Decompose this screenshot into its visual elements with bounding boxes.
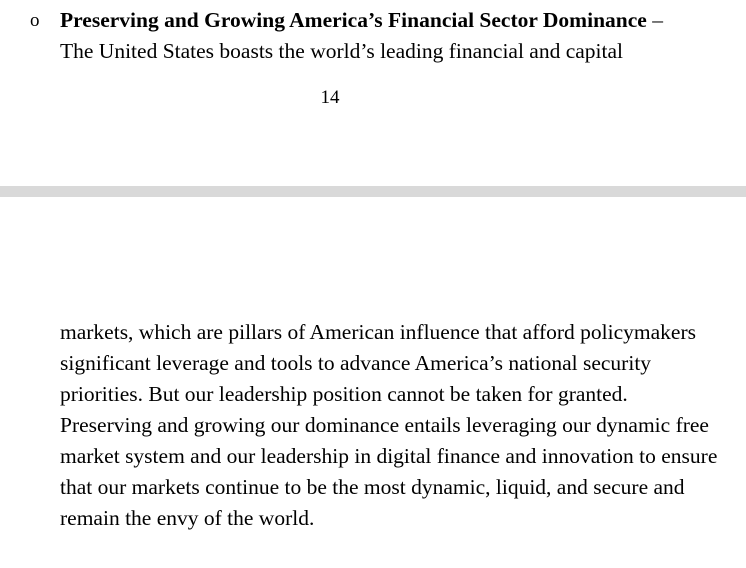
page-separator — [0, 186, 746, 197]
document-page-15 — [0, 197, 746, 568]
page-number: 14 — [320, 87, 340, 108]
document-page-14 — [0, 0, 746, 186]
bullet-first-line: The United States boasts the world’s leading financial and capital — [60, 39, 624, 63]
bullet-heading: Preserving and Growing America’s Financial Sector Dominance — [60, 8, 647, 32]
hollow-bullet-icon: o — [30, 10, 40, 31]
bullet-text — [60, 5, 730, 67]
bullet-dash: – — [646, 8, 663, 32]
continued-paragraph: markets, which are pillars of American influence that afford policymakers significant leverage and tools to advance America’s national security priorities. But our leadership position cannot be taken for granted. Preserving and growing our dominance entails leveraging our dynamic free market system and our leadership in digital finance and innovation to ensure that our markets continue to be the most dynamic, liquid, and secure and remain the envy of the world. — [60, 320, 718, 530]
